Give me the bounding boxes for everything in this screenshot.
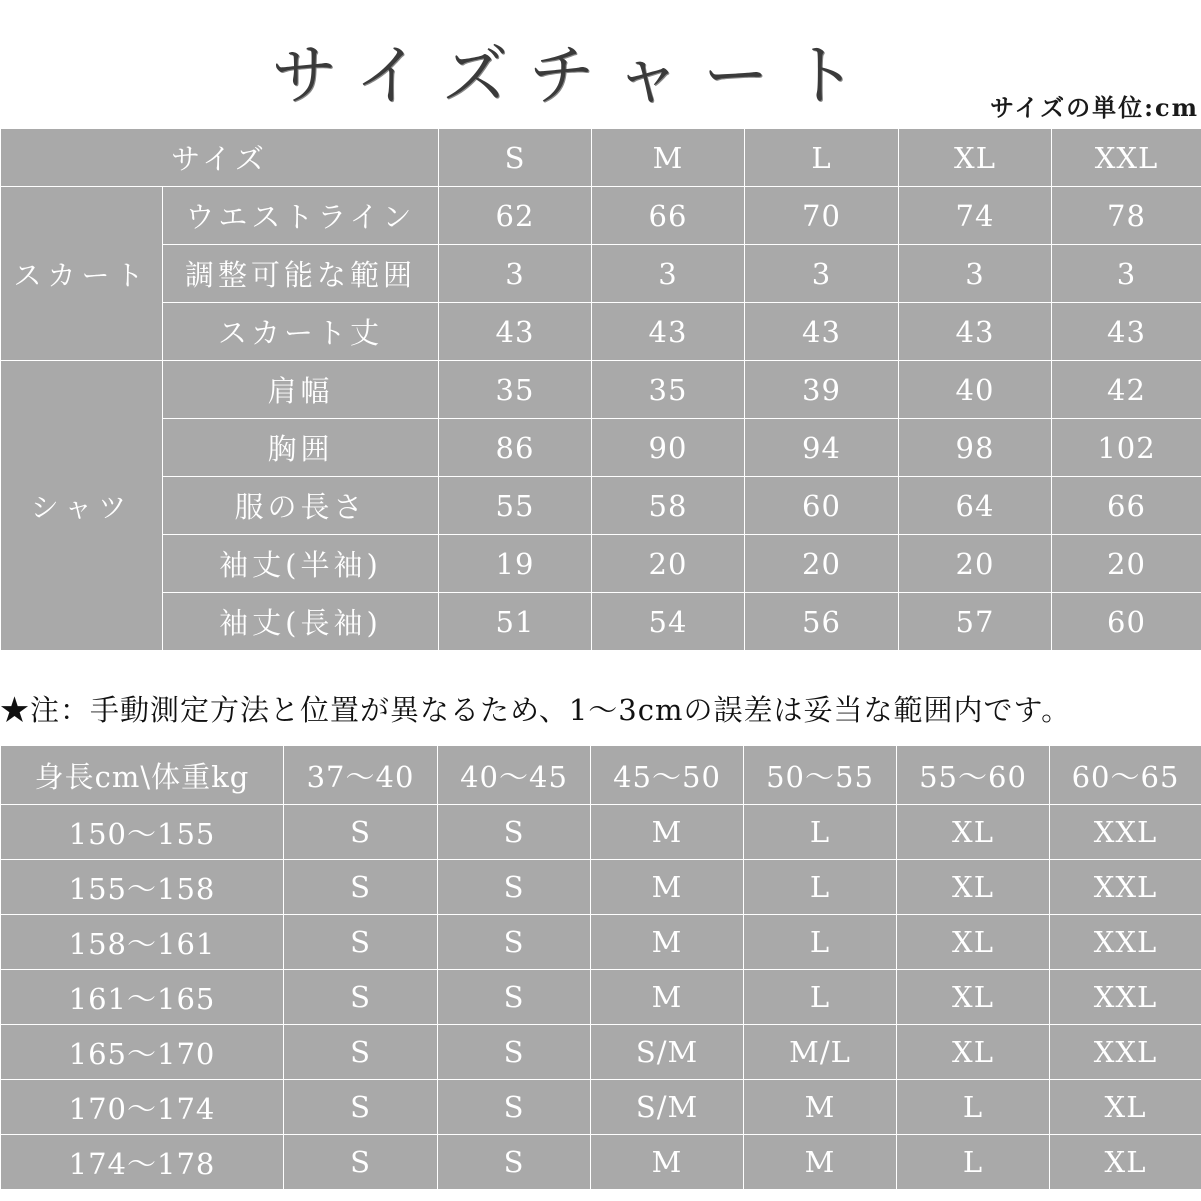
fit-size-cell: XXL bbox=[1050, 970, 1201, 1025]
measurement-value: 35 bbox=[592, 361, 745, 419]
measurement-note: ★注：手動測定方法と位置が異なるため、1～3cmの誤差は妥当な範囲内です。 bbox=[0, 693, 1072, 727]
measurement-value: 60 bbox=[1052, 593, 1201, 651]
fit-size-cell: XXL bbox=[1050, 1025, 1201, 1080]
fit-size-cell: S bbox=[284, 915, 438, 970]
fit-size-cell: XL bbox=[897, 860, 1050, 915]
height-label: 161～165 bbox=[1, 970, 284, 1025]
page-title: サイズチャート bbox=[271, 37, 879, 114]
fit-row bbox=[1, 915, 1201, 970]
fit-size-cell: S bbox=[438, 970, 591, 1025]
fit-size-cell: S bbox=[438, 915, 591, 970]
measurement-value: 58 bbox=[592, 477, 745, 535]
fit-size-cell: S bbox=[438, 1025, 591, 1080]
size-row bbox=[1, 361, 1201, 419]
measurement-value: 40 bbox=[899, 361, 1052, 419]
size-row bbox=[1, 187, 1201, 245]
height-label: 150～155 bbox=[1, 805, 284, 860]
fit-size-cell: XL bbox=[1050, 1080, 1201, 1135]
fit-size-cell: M bbox=[591, 860, 744, 915]
measurement-value: 64 bbox=[899, 477, 1052, 535]
fit-row bbox=[1, 860, 1201, 915]
measurement-value: 3 bbox=[899, 245, 1052, 303]
fit-size-cell: S bbox=[284, 1080, 438, 1135]
size-header-row bbox=[1, 129, 1201, 187]
fit-size-cell: S bbox=[284, 805, 438, 860]
height-label: 155～158 bbox=[1, 860, 284, 915]
measurement-value: 78 bbox=[1052, 187, 1201, 245]
size-header-cell: XL bbox=[899, 129, 1052, 187]
fit-size-cell: M bbox=[744, 1135, 897, 1190]
measurement-value: 66 bbox=[1052, 477, 1201, 535]
measurement-value: 20 bbox=[745, 535, 899, 593]
measurement-value: 3 bbox=[1052, 245, 1201, 303]
fit-size-cell: L bbox=[744, 860, 897, 915]
size-row bbox=[1, 477, 1201, 535]
fit-size-cell: L bbox=[744, 970, 897, 1025]
height-label: 165～170 bbox=[1, 1025, 284, 1080]
fit-size-cell: S bbox=[438, 805, 591, 860]
unit-note: サイズの単位:cm bbox=[990, 93, 1199, 122]
fit-size-cell: S/M bbox=[591, 1025, 744, 1080]
measurement-value: 43 bbox=[1052, 303, 1201, 361]
measurement-value: 74 bbox=[899, 187, 1052, 245]
size-table bbox=[0, 128, 1201, 651]
size-row bbox=[1, 535, 1201, 593]
measurement-value: 43 bbox=[745, 303, 899, 361]
fit-size-cell: M bbox=[591, 970, 744, 1025]
measurement-value: 60 bbox=[745, 477, 899, 535]
weight-header-cell: 45～50 bbox=[591, 746, 744, 805]
measurement-value: 66 bbox=[592, 187, 745, 245]
fit-size-cell: XXL bbox=[1050, 915, 1201, 970]
fit-size-cell: L bbox=[744, 915, 897, 970]
measurement-value: 94 bbox=[745, 419, 899, 477]
fit-size-cell: S bbox=[438, 860, 591, 915]
measurement-value: 39 bbox=[745, 361, 899, 419]
weight-header-cell: 50～55 bbox=[744, 746, 897, 805]
fit-size-cell: S bbox=[284, 860, 438, 915]
fit-size-cell: M bbox=[744, 1080, 897, 1135]
size-header-label: サイズ bbox=[1, 129, 439, 187]
measurement-value: 20 bbox=[899, 535, 1052, 593]
fit-size-cell: S bbox=[284, 1025, 438, 1080]
measurement-value: 56 bbox=[745, 593, 899, 651]
fit-corner-label: 身長cm\体重kg bbox=[1, 746, 284, 805]
size-row bbox=[1, 419, 1201, 477]
fit-size-cell: XXL bbox=[1050, 805, 1201, 860]
size-row bbox=[1, 593, 1201, 651]
measurement-value: 3 bbox=[592, 245, 745, 303]
fit-row bbox=[1, 970, 1201, 1025]
measurement-label: スカート丈 bbox=[163, 303, 439, 361]
fit-size-cell: M/L bbox=[744, 1025, 897, 1080]
size-row bbox=[1, 245, 1201, 303]
measurement-value: 3 bbox=[745, 245, 899, 303]
fit-size-cell: L bbox=[744, 805, 897, 860]
measurement-value: 35 bbox=[439, 361, 592, 419]
fit-size-cell: S bbox=[284, 1135, 438, 1190]
measurement-value: 42 bbox=[1052, 361, 1201, 419]
measurement-value: 19 bbox=[439, 535, 592, 593]
measurement-value: 43 bbox=[439, 303, 592, 361]
weight-header-cell: 60～65 bbox=[1050, 746, 1201, 805]
fit-row bbox=[1, 805, 1201, 860]
height-label: 174～178 bbox=[1, 1135, 284, 1190]
size-header-cell: S bbox=[439, 129, 592, 187]
measurement-label: 服の長さ bbox=[163, 477, 439, 535]
size-row bbox=[1, 303, 1201, 361]
size-header-cell: M bbox=[592, 129, 745, 187]
measurement-label: 袖丈(半袖) bbox=[163, 535, 439, 593]
measurement-label: 袖丈(長袖) bbox=[163, 593, 439, 651]
measurement-value: 55 bbox=[439, 477, 592, 535]
measurement-value: 90 bbox=[592, 419, 745, 477]
fit-size-cell: S bbox=[284, 970, 438, 1025]
fit-size-cell: XL bbox=[897, 970, 1050, 1025]
measurement-value: 43 bbox=[592, 303, 745, 361]
group-label: シャツ bbox=[1, 361, 163, 651]
weight-header-cell: 37～40 bbox=[284, 746, 438, 805]
measurement-value: 54 bbox=[592, 593, 745, 651]
fit-size-cell: S bbox=[438, 1135, 591, 1190]
measurement-value: 20 bbox=[1052, 535, 1201, 593]
height-label: 170～174 bbox=[1, 1080, 284, 1135]
fit-size-cell: S/M bbox=[591, 1080, 744, 1135]
fit-size-cell: XL bbox=[897, 805, 1050, 860]
measurement-label: ウエストライン bbox=[163, 187, 439, 245]
measurement-value: 98 bbox=[899, 419, 1052, 477]
fit-row bbox=[1, 1025, 1201, 1080]
fit-row bbox=[1, 1135, 1201, 1190]
measurement-label: 肩幅 bbox=[163, 361, 439, 419]
measurement-value: 51 bbox=[439, 593, 592, 651]
fit-row bbox=[1, 1080, 1201, 1135]
measurement-value: 62 bbox=[439, 187, 592, 245]
measurement-value: 20 bbox=[592, 535, 745, 593]
measurement-value: 102 bbox=[1052, 419, 1201, 477]
fit-size-cell: M bbox=[591, 1135, 744, 1190]
measurement-value: 57 bbox=[899, 593, 1052, 651]
size-header-cell: XXL bbox=[1052, 129, 1201, 187]
measurement-label: 調整可能な範囲 bbox=[163, 245, 439, 303]
measurement-label: 胸囲 bbox=[163, 419, 439, 477]
fit-size-cell: S bbox=[438, 1080, 591, 1135]
fit-size-cell: M bbox=[591, 915, 744, 970]
size-header-cell: L bbox=[745, 129, 899, 187]
fit-size-cell: M bbox=[591, 805, 744, 860]
fit-size-cell: XL bbox=[1050, 1135, 1201, 1190]
measurement-value: 86 bbox=[439, 419, 592, 477]
fit-size-cell: XXL bbox=[1050, 860, 1201, 915]
weight-header-cell: 40～45 bbox=[438, 746, 591, 805]
weight-header-cell: 55～60 bbox=[897, 746, 1050, 805]
group-label: スカート bbox=[1, 187, 163, 361]
height-label: 158～161 bbox=[1, 915, 284, 970]
fit-table bbox=[0, 745, 1201, 1190]
fit-size-cell: XL bbox=[897, 1025, 1050, 1080]
fit-size-cell: L bbox=[897, 1080, 1050, 1135]
measurement-value: 3 bbox=[439, 245, 592, 303]
measurement-value: 43 bbox=[899, 303, 1052, 361]
fit-size-cell: L bbox=[897, 1135, 1050, 1190]
fit-header-row bbox=[1, 746, 1201, 805]
fit-size-cell: XL bbox=[897, 915, 1050, 970]
measurement-value: 70 bbox=[745, 187, 899, 245]
